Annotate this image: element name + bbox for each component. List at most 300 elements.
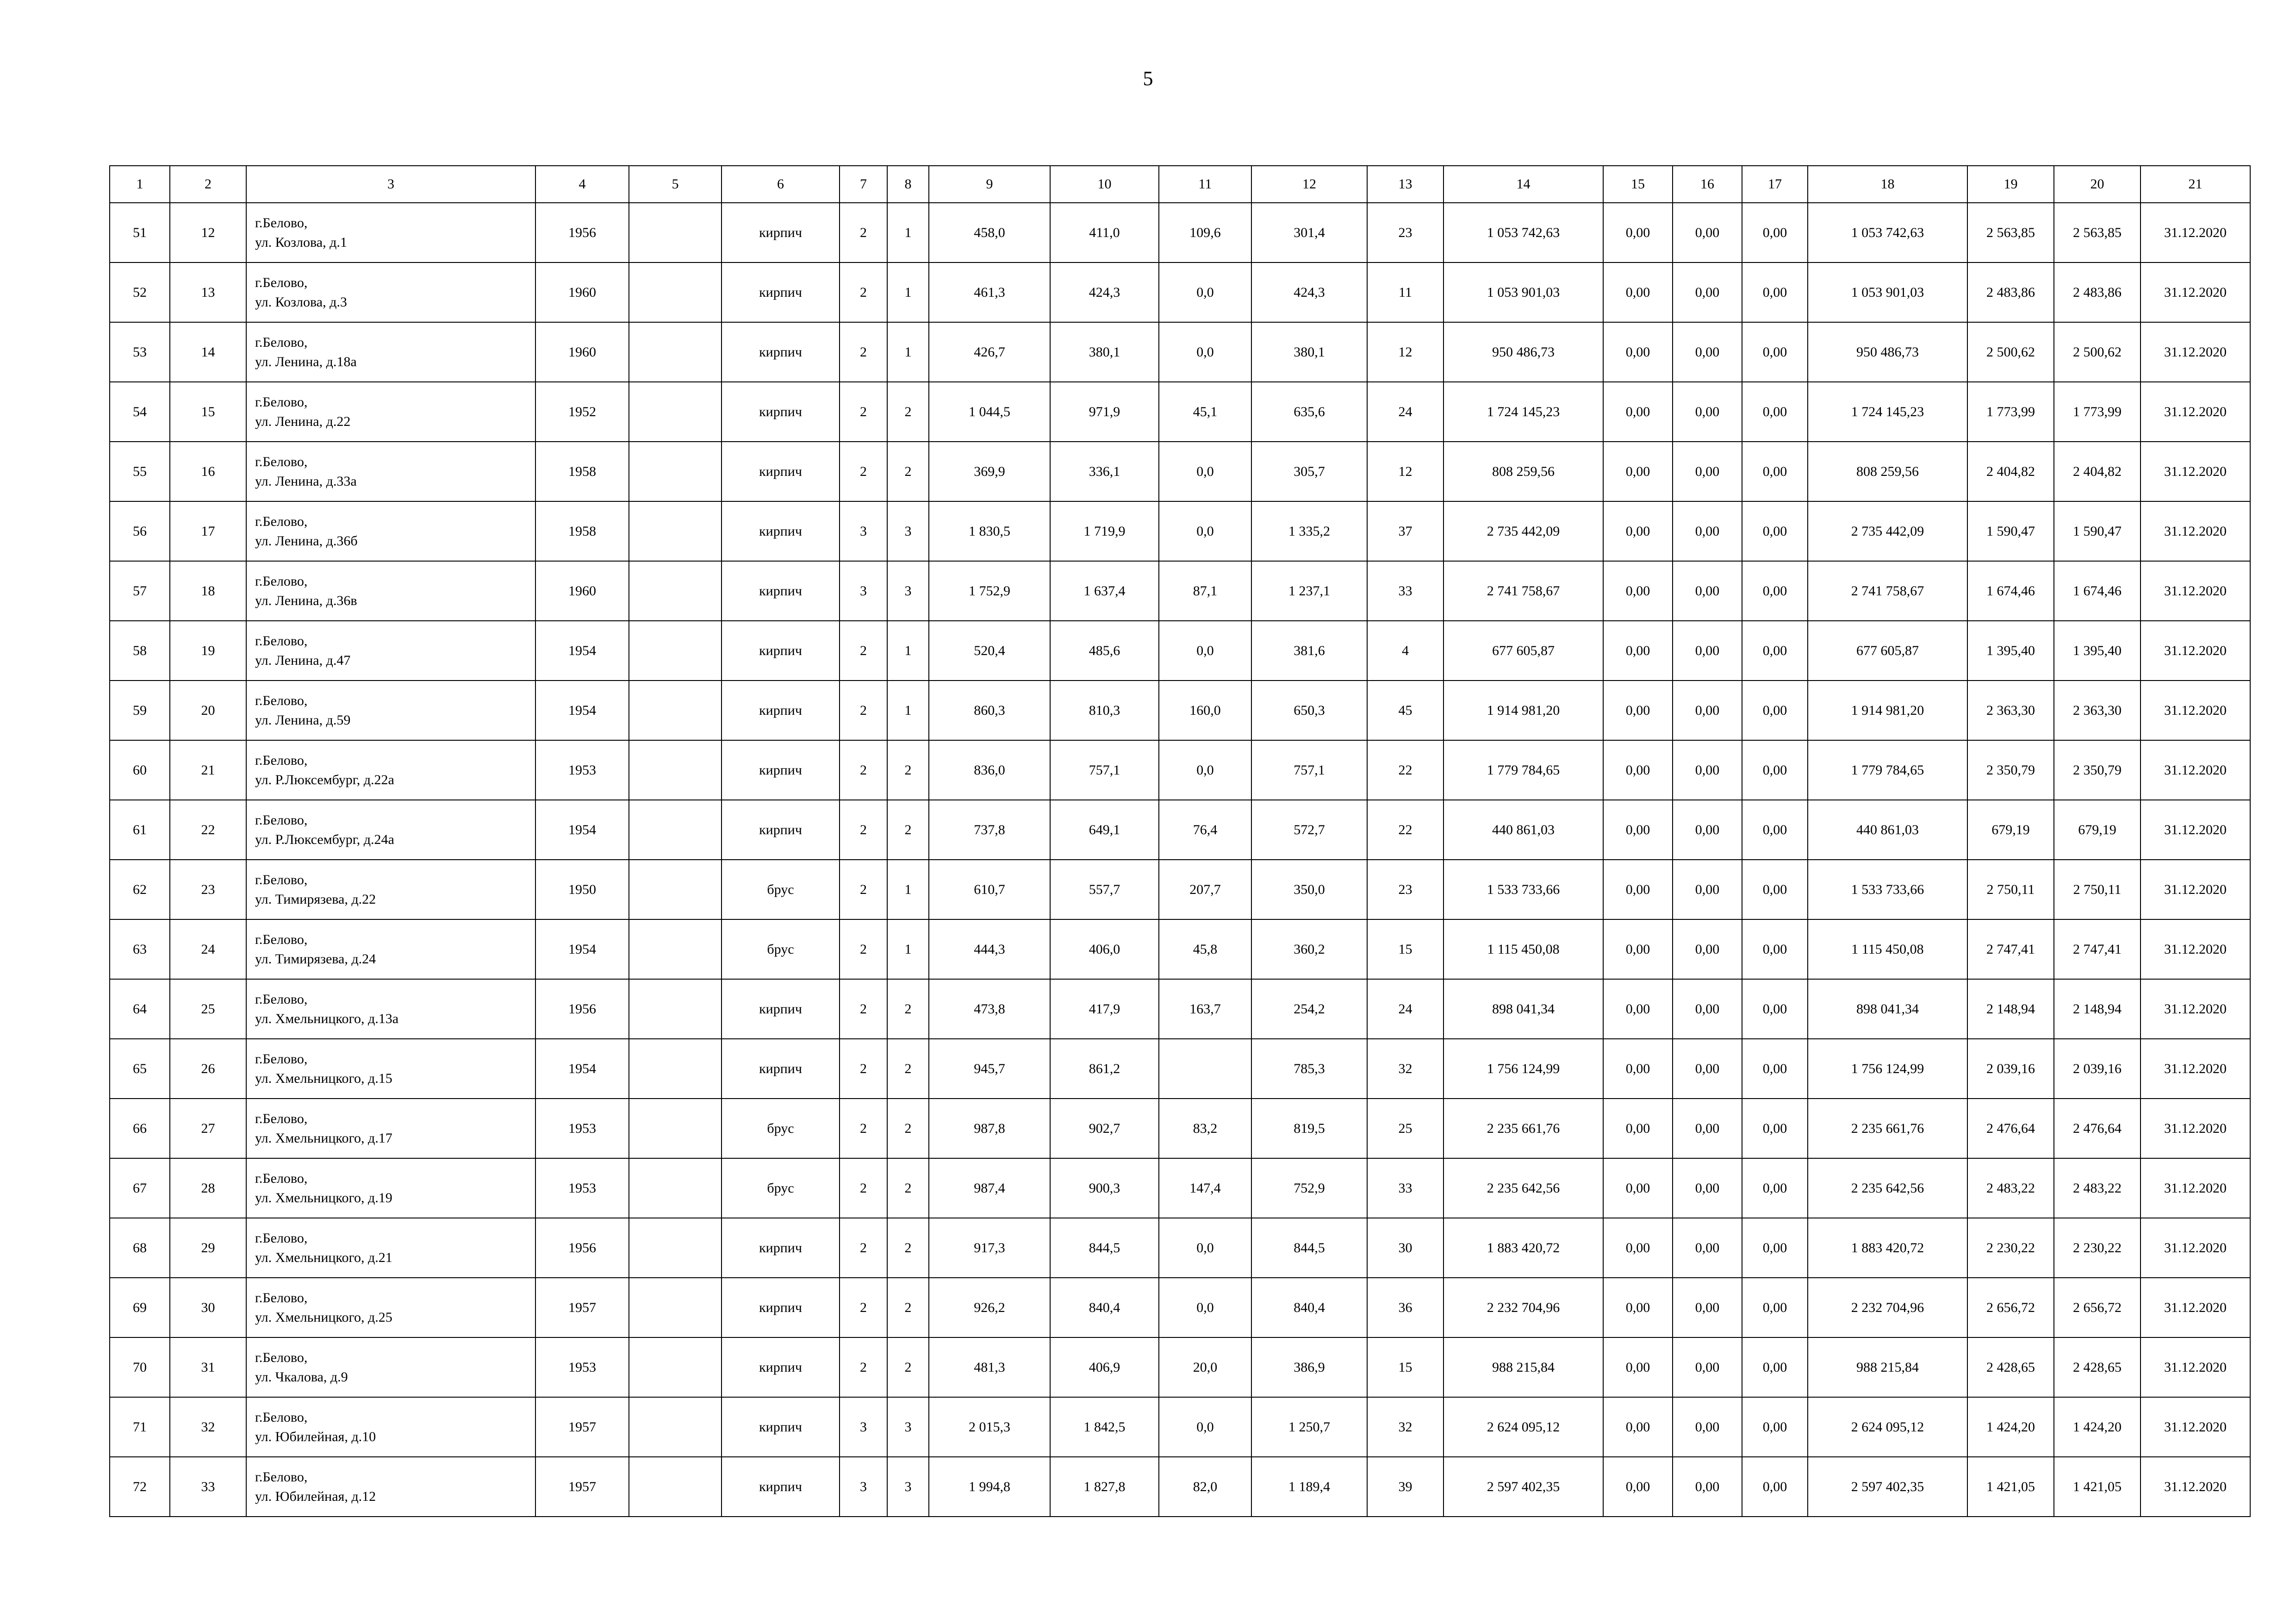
table-cell-c15: 0,00 [1603, 681, 1673, 740]
table-cell-c1: 59 [110, 681, 170, 740]
table-cell-c7: 2 [840, 382, 887, 442]
table-row [110, 740, 2250, 800]
table-cell-c11: 0,0 [1159, 1397, 1251, 1457]
table-cell-c16: 0,00 [1673, 501, 1742, 561]
column-header: 21 [2140, 166, 2250, 203]
table-cell-c7: 2 [840, 1218, 887, 1278]
address-cell [246, 621, 535, 681]
table-cell-c12: 381,6 [1251, 621, 1367, 681]
table-cell-c5 [629, 740, 722, 800]
table-cell-c21: 31.12.2020 [2140, 561, 2250, 621]
table-cell-c1: 58 [110, 621, 170, 681]
table-cell-c4: 1956 [535, 1218, 629, 1278]
address-city: г.Белово, [255, 872, 308, 887]
table-cell-c12: 301,4 [1251, 203, 1367, 262]
column-header: 5 [629, 166, 722, 203]
table-cell-c15: 0,00 [1603, 501, 1673, 561]
table-cell-c9: 1 752,9 [929, 561, 1050, 621]
table-cell-c5 [629, 1397, 722, 1457]
table-row [110, 1158, 2250, 1218]
address-city: г.Белово, [255, 931, 308, 947]
address-cell [246, 800, 535, 860]
table-cell-c13: 30 [1367, 1218, 1444, 1278]
table-cell-c5 [629, 1099, 722, 1158]
table-cell-c19: 2 750,11 [1967, 860, 2054, 919]
table-cell-c12: 785,3 [1251, 1039, 1367, 1099]
table-cell-c7: 2 [840, 979, 887, 1039]
table-cell-c6: кирпич [722, 621, 840, 681]
table-cell-c2: 24 [170, 919, 246, 979]
table-cell-c12: 844,5 [1251, 1218, 1367, 1278]
table-cell-c1: 67 [110, 1158, 170, 1218]
table-row [110, 501, 2250, 561]
table-cell-c9: 945,7 [929, 1039, 1050, 1099]
table-cell-c8: 1 [887, 681, 929, 740]
table-cell-c8: 2 [887, 1278, 929, 1337]
table-cell-c12: 424,3 [1251, 262, 1367, 322]
table-cell-c5 [629, 1278, 722, 1337]
table-cell-c15: 0,00 [1603, 1218, 1673, 1278]
table-cell-c10: 840,4 [1050, 1278, 1159, 1337]
table-cell-c9: 1 044,5 [929, 382, 1050, 442]
table-cell-c18: 1 053 901,03 [1808, 262, 1967, 322]
table-cell-c19: 2 428,65 [1967, 1337, 2054, 1397]
table-cell-c20: 1 424,20 [2054, 1397, 2140, 1457]
table-cell-c19: 2 350,79 [1967, 740, 2054, 800]
address-city: г.Белово, [255, 275, 308, 290]
table-cell-c6: кирпич [722, 1218, 840, 1278]
table-cell-c6: брус [722, 1158, 840, 1218]
address-cell [246, 501, 535, 561]
table-cell-c7: 2 [840, 262, 887, 322]
table-cell-c17: 0,00 [1742, 1397, 1808, 1457]
table-cell-c17: 0,00 [1742, 919, 1808, 979]
table-cell-c15: 0,00 [1603, 1337, 1673, 1397]
table-cell-c15: 0,00 [1603, 621, 1673, 681]
table-cell-c9: 987,8 [929, 1099, 1050, 1158]
table-cell-c16: 0,00 [1673, 322, 1742, 382]
column-header: 2 [170, 166, 246, 203]
table-cell-c9: 860,3 [929, 681, 1050, 740]
table-cell-c16: 0,00 [1673, 1457, 1742, 1517]
table-cell-c5 [629, 382, 722, 442]
table-cell-c18: 677 605,87 [1808, 621, 1967, 681]
table-cell-c16: 0,00 [1673, 919, 1742, 979]
table-cell-c21: 31.12.2020 [2140, 1158, 2250, 1218]
address-cell [246, 561, 535, 621]
column-header: 16 [1673, 166, 1742, 203]
table-cell-c1: 70 [110, 1337, 170, 1397]
table-cell-c2: 19 [170, 621, 246, 681]
table-cell-c15: 0,00 [1603, 322, 1673, 382]
table-cell-c14: 898 041,34 [1444, 979, 1603, 1039]
address-cell [246, 1397, 535, 1457]
table-cell-c8: 1 [887, 621, 929, 681]
table-row [110, 1278, 2250, 1337]
table-cell-c11: 82,0 [1159, 1457, 1251, 1517]
table-cell-c10: 757,1 [1050, 740, 1159, 800]
table-cell-c6: кирпич [722, 1397, 840, 1457]
table-cell-c21: 31.12.2020 [2140, 860, 2250, 919]
table-cell-c8: 2 [887, 1218, 929, 1278]
table-cell-c2: 22 [170, 800, 246, 860]
table-cell-c2: 29 [170, 1218, 246, 1278]
table-cell-c5 [629, 800, 722, 860]
table-cell-c4: 1960 [535, 262, 629, 322]
table-cell-c19: 2 039,16 [1967, 1039, 2054, 1099]
address-cell [246, 1337, 535, 1397]
table-cell-c20: 1 773,99 [2054, 382, 2140, 442]
table-cell-c20: 2 563,85 [2054, 203, 2140, 262]
table-cell-c21: 31.12.2020 [2140, 322, 2250, 382]
table-cell-c18: 1 779 784,65 [1808, 740, 1967, 800]
table-cell-c2: 16 [170, 442, 246, 501]
table-cell-c1: 69 [110, 1278, 170, 1337]
table-cell-c7: 2 [840, 1158, 887, 1218]
table-cell-c20: 1 421,05 [2054, 1457, 2140, 1517]
table-cell-c1: 66 [110, 1099, 170, 1158]
table-cell-c4: 1953 [535, 1337, 629, 1397]
address-cell [246, 860, 535, 919]
table-cell-c7: 3 [840, 501, 887, 561]
table-cell-c12: 1 189,4 [1251, 1457, 1367, 1517]
housing-register-table [109, 165, 2251, 1517]
table-cell-c20: 2 476,64 [2054, 1099, 2140, 1158]
column-header: 4 [535, 166, 629, 203]
table-cell-c16: 0,00 [1673, 621, 1742, 681]
table-cell-c8: 3 [887, 501, 929, 561]
table-cell-c17: 0,00 [1742, 1099, 1808, 1158]
table-cell-c14: 2 235 661,76 [1444, 1099, 1603, 1158]
table-cell-c11 [1159, 1039, 1251, 1099]
table-cell-c2: 27 [170, 1099, 246, 1158]
table-cell-c16: 0,00 [1673, 740, 1742, 800]
table-cell-c18: 1 883 420,72 [1808, 1218, 1967, 1278]
table-cell-c9: 458,0 [929, 203, 1050, 262]
table-cell-c15: 0,00 [1603, 1278, 1673, 1337]
table-cell-c13: 22 [1367, 740, 1444, 800]
table-cell-c9: 836,0 [929, 740, 1050, 800]
table-cell-c10: 557,7 [1050, 860, 1159, 919]
table-cell-c12: 1 250,7 [1251, 1397, 1367, 1457]
table-cell-c16: 0,00 [1673, 203, 1742, 262]
table-cell-c7: 3 [840, 1397, 887, 1457]
table-cell-c6: кирпич [722, 561, 840, 621]
column-header: 11 [1159, 166, 1251, 203]
table-cell-c7: 2 [840, 919, 887, 979]
address-cell [246, 1039, 535, 1099]
table-cell-c18: 2 235 642,56 [1808, 1158, 1967, 1218]
table-cell-c11: 0,0 [1159, 621, 1251, 681]
table-cell-c8: 2 [887, 1158, 929, 1218]
table-cell-c9: 369,9 [929, 442, 1050, 501]
table-cell-c2: 30 [170, 1278, 246, 1337]
table-cell-c4: 1954 [535, 919, 629, 979]
table-cell-c2: 23 [170, 860, 246, 919]
table-cell-c21: 31.12.2020 [2140, 382, 2250, 442]
table-cell-c12: 380,1 [1251, 322, 1367, 382]
table-cell-c4: 1954 [535, 800, 629, 860]
table-cell-c12: 650,3 [1251, 681, 1367, 740]
table-cell-c17: 0,00 [1742, 1158, 1808, 1218]
table-cell-c21: 31.12.2020 [2140, 501, 2250, 561]
table-cell-c2: 18 [170, 561, 246, 621]
table-cell-c6: кирпич [722, 1278, 840, 1337]
table-cell-c21: 31.12.2020 [2140, 262, 2250, 322]
column-header: 7 [840, 166, 887, 203]
table-cell-c11: 0,0 [1159, 1218, 1251, 1278]
table-cell-c1: 61 [110, 800, 170, 860]
table-cell-c6: брус [722, 919, 840, 979]
table-cell-c5 [629, 561, 722, 621]
address-city: г.Белово, [255, 752, 308, 768]
table-cell-c14: 1 883 420,72 [1444, 1218, 1603, 1278]
table-cell-c6: кирпич [722, 979, 840, 1039]
table-cell-c4: 1954 [535, 1039, 629, 1099]
address-city: г.Белово, [255, 1170, 308, 1186]
table-cell-c16: 0,00 [1673, 382, 1742, 442]
column-header: 9 [929, 166, 1050, 203]
table-cell-c7: 2 [840, 800, 887, 860]
address-cell [246, 262, 535, 322]
table-cell-c2: 14 [170, 322, 246, 382]
table-cell-c13: 12 [1367, 322, 1444, 382]
table-cell-c19: 1 773,99 [1967, 382, 2054, 442]
table-cell-c20: 2 500,62 [2054, 322, 2140, 382]
table-cell-c5 [629, 979, 722, 1039]
table-cell-c5 [629, 860, 722, 919]
table-cell-c10: 1 719,9 [1050, 501, 1159, 561]
table-row [110, 1397, 2250, 1457]
table-cell-c8: 3 [887, 561, 929, 621]
address-street: ул. Ленина, д.36в [255, 593, 357, 608]
table-cell-c8: 1 [887, 203, 929, 262]
table-cell-c19: 2 476,64 [1967, 1099, 2054, 1158]
table-cell-c14: 988 215,84 [1444, 1337, 1603, 1397]
table-cell-c9: 444,3 [929, 919, 1050, 979]
table-cell-c17: 0,00 [1742, 681, 1808, 740]
table-row [110, 1099, 2250, 1158]
table-cell-c14: 2 235 642,56 [1444, 1158, 1603, 1218]
table-cell-c14: 1 533 733,66 [1444, 860, 1603, 919]
table-cell-c4: 1957 [535, 1457, 629, 1517]
table-row [110, 382, 2250, 442]
table-cell-c2: 12 [170, 203, 246, 262]
table-cell-c8: 1 [887, 322, 929, 382]
table-cell-c21: 31.12.2020 [2140, 1337, 2250, 1397]
table-cell-c7: 2 [840, 1039, 887, 1099]
table-cell-c15: 0,00 [1603, 442, 1673, 501]
table-cell-c7: 2 [840, 681, 887, 740]
table-cell-c1: 51 [110, 203, 170, 262]
table-cell-c4: 1960 [535, 322, 629, 382]
address-cell [246, 740, 535, 800]
table-cell-c14: 1 914 981,20 [1444, 681, 1603, 740]
table-cell-c4: 1957 [535, 1397, 629, 1457]
table-cell-c15: 0,00 [1603, 262, 1673, 322]
table-cell-c2: 13 [170, 262, 246, 322]
table-cell-c15: 0,00 [1603, 1039, 1673, 1099]
table-cell-c6: кирпич [722, 800, 840, 860]
column-header: 15 [1603, 166, 1673, 203]
table-cell-c7: 3 [840, 1457, 887, 1517]
table-cell-c5 [629, 919, 722, 979]
table-cell-c10: 1 842,5 [1050, 1397, 1159, 1457]
table-cell-c14: 2 232 704,96 [1444, 1278, 1603, 1337]
table-cell-c7: 2 [840, 1337, 887, 1397]
address-city: г.Белово, [255, 1290, 308, 1305]
address-cell [246, 382, 535, 442]
table-cell-c18: 1 115 450,08 [1808, 919, 1967, 979]
table-cell-c12: 752,9 [1251, 1158, 1367, 1218]
table-row [110, 800, 2250, 860]
table-cell-c9: 426,7 [929, 322, 1050, 382]
table-cell-c19: 2 148,94 [1967, 979, 2054, 1039]
table-cell-c20: 2 350,79 [2054, 740, 2140, 800]
table-cell-c6: кирпич [722, 501, 840, 561]
table-cell-c2: 20 [170, 681, 246, 740]
table-cell-c11: 0,0 [1159, 262, 1251, 322]
table-cell-c1: 53 [110, 322, 170, 382]
table-cell-c11: 160,0 [1159, 681, 1251, 740]
table-cell-c7: 2 [840, 621, 887, 681]
table-cell-c15: 0,00 [1603, 1099, 1673, 1158]
table-cell-c13: 45 [1367, 681, 1444, 740]
table-cell-c18: 1 724 145,23 [1808, 382, 1967, 442]
table-cell-c17: 0,00 [1742, 860, 1808, 919]
table-cell-c4: 1958 [535, 442, 629, 501]
table-cell-c7: 2 [840, 442, 887, 501]
table-cell-c4: 1953 [535, 1158, 629, 1218]
address-cell [246, 1278, 535, 1337]
address-street: ул. Тимирязева, д.24 [255, 951, 376, 967]
table-cell-c4: 1960 [535, 561, 629, 621]
table-cell-c4: 1953 [535, 1099, 629, 1158]
table-cell-c19: 1 424,20 [1967, 1397, 2054, 1457]
page-number: 5 [1143, 67, 1153, 90]
table-cell-c13: 36 [1367, 1278, 1444, 1337]
table-cell-c4: 1952 [535, 382, 629, 442]
table-cell-c17: 0,00 [1742, 1337, 1808, 1397]
table-cell-c2: 15 [170, 382, 246, 442]
table-cell-c5 [629, 262, 722, 322]
table-cell-c18: 440 861,03 [1808, 800, 1967, 860]
table-cell-c11: 20,0 [1159, 1337, 1251, 1397]
table-row [110, 1337, 2250, 1397]
address-cell [246, 1218, 535, 1278]
table-cell-c1: 60 [110, 740, 170, 800]
column-header: 1 [110, 166, 170, 203]
column-header: 17 [1742, 166, 1808, 203]
table-cell-c16: 0,00 [1673, 561, 1742, 621]
table-cell-c17: 0,00 [1742, 382, 1808, 442]
table-cell-c15: 0,00 [1603, 1397, 1673, 1457]
table-cell-c4: 1956 [535, 203, 629, 262]
table-cell-c6: кирпич [722, 1457, 840, 1517]
table-cell-c18: 2 235 661,76 [1808, 1099, 1967, 1158]
table-cell-c6: кирпич [722, 681, 840, 740]
table-cell-c21: 31.12.2020 [2140, 919, 2250, 979]
table-cell-c6: кирпич [722, 203, 840, 262]
table-cell-c10: 971,9 [1050, 382, 1159, 442]
address-street: ул. Ленина, д.18а [255, 354, 357, 369]
address-street: ул. Хмельницкого, д.25 [255, 1309, 392, 1325]
address-city: г.Белово, [255, 1409, 308, 1425]
table-cell-c14: 440 861,03 [1444, 800, 1603, 860]
table-cell-c19: 2 563,85 [1967, 203, 2054, 262]
table-cell-c18: 2 232 704,96 [1808, 1278, 1967, 1337]
column-header: 6 [722, 166, 840, 203]
table-cell-c21: 31.12.2020 [2140, 1099, 2250, 1158]
address-city: г.Белово, [255, 573, 308, 589]
table-row [110, 561, 2250, 621]
table-cell-c8: 1 [887, 919, 929, 979]
table-cell-c17: 0,00 [1742, 621, 1808, 681]
table-cell-c21: 31.12.2020 [2140, 1218, 2250, 1278]
table-cell-c14: 1 756 124,99 [1444, 1039, 1603, 1099]
table-cell-c5 [629, 1457, 722, 1517]
table-cell-c19: 2 483,86 [1967, 262, 2054, 322]
table-row [110, 681, 2250, 740]
table-cell-c14: 2 741 758,67 [1444, 561, 1603, 621]
table-cell-c9: 926,2 [929, 1278, 1050, 1337]
table-cell-c17: 0,00 [1742, 262, 1808, 322]
table-cell-c8: 1 [887, 262, 929, 322]
table-cell-c11: 207,7 [1159, 860, 1251, 919]
table-cell-c4: 1953 [535, 740, 629, 800]
table-cell-c2: 32 [170, 1397, 246, 1457]
table-row [110, 1457, 2250, 1517]
table-cell-c17: 0,00 [1742, 1457, 1808, 1517]
address-city: г.Белово, [255, 693, 308, 708]
table-cell-c5 [629, 1337, 722, 1397]
column-header: 19 [1967, 166, 2054, 203]
table-cell-c15: 0,00 [1603, 1158, 1673, 1218]
table-cell-c4: 1954 [535, 621, 629, 681]
table-cell-c7: 2 [840, 203, 887, 262]
table-cell-c13: 33 [1367, 561, 1444, 621]
table-cell-c21: 31.12.2020 [2140, 979, 2250, 1039]
address-city: г.Белово, [255, 1230, 308, 1246]
table-cell-c20: 2 747,41 [2054, 919, 2140, 979]
address-city: г.Белово, [255, 334, 308, 350]
table-cell-c5 [629, 322, 722, 382]
table-cell-c11: 0,0 [1159, 1278, 1251, 1337]
address-city: г.Белово, [255, 633, 308, 649]
table-cell-c15: 0,00 [1603, 203, 1673, 262]
table-cell-c8: 2 [887, 740, 929, 800]
table-cell-c19: 2 656,72 [1967, 1278, 2054, 1337]
table-cell-c12: 254,2 [1251, 979, 1367, 1039]
table-cell-c21: 31.12.2020 [2140, 800, 2250, 860]
table-cell-c6: кирпич [722, 740, 840, 800]
table-cell-c13: 11 [1367, 262, 1444, 322]
table-cell-c6: брус [722, 860, 840, 919]
address-street: ул. Р.Люксембург, д.22а [255, 772, 394, 787]
address-street: ул. Тимирязева, д.22 [255, 891, 376, 907]
table-cell-c8: 3 [887, 1457, 929, 1517]
table-cell-c10: 1 827,8 [1050, 1457, 1159, 1517]
table-cell-c2: 17 [170, 501, 246, 561]
table-cell-c13: 33 [1367, 1158, 1444, 1218]
table-cell-c1: 72 [110, 1457, 170, 1517]
table-cell-c9: 917,3 [929, 1218, 1050, 1278]
table-cell-c19: 1 395,40 [1967, 621, 2054, 681]
table-cell-c2: 28 [170, 1158, 246, 1218]
table-cell-c18: 2 624 095,12 [1808, 1397, 1967, 1457]
table-cell-c18: 1 914 981,20 [1808, 681, 1967, 740]
address-street: ул. Хмельницкого, д.15 [255, 1070, 392, 1086]
